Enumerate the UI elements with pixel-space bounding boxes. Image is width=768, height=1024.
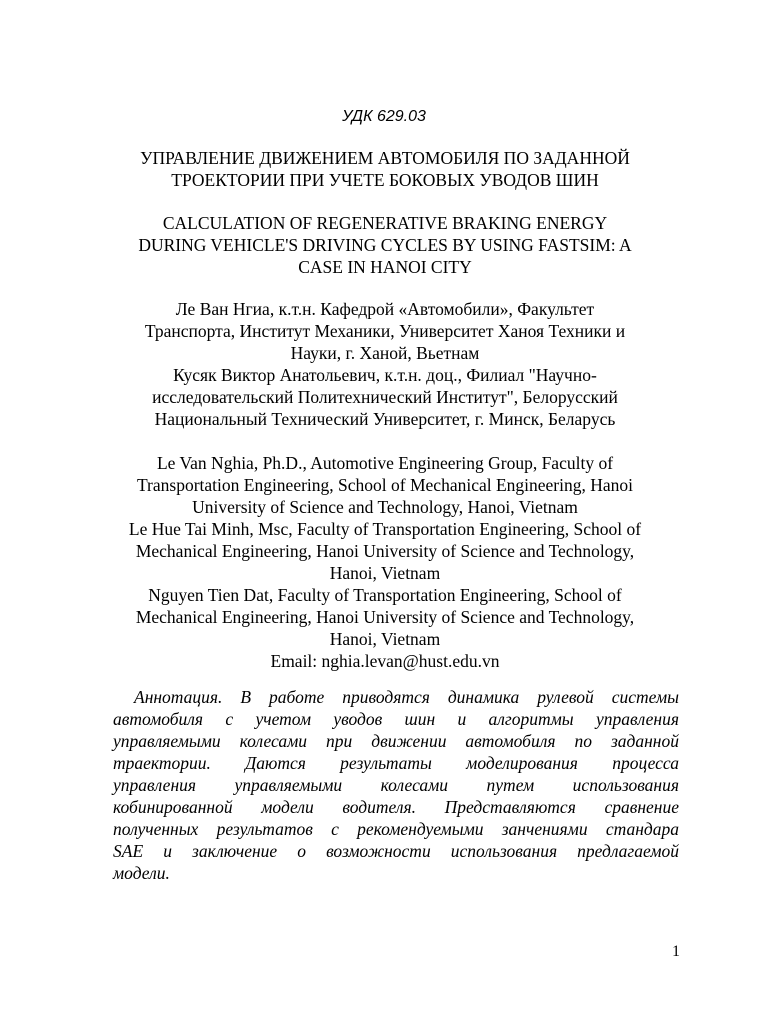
- abstract-line: управляемыми колесами при движении автомобиля по заданной: [113, 731, 679, 751]
- abstract-paragraph: [113, 686, 679, 884]
- author-line: Hanoi, Vietnam: [329, 629, 441, 649]
- author-line: Кусяк Виктор Анатольевич, к.т.н. доц., Филиал "Научно-: [173, 365, 597, 385]
- author-line: Национальный Технический Университет, г. Минск, Беларусь: [154, 409, 616, 429]
- author-line: University of Science and Technology, Hanoi, Vietnam: [192, 497, 578, 517]
- author-line: исследовательский Политехнический Институт", Белорусский: [152, 387, 618, 407]
- author-line: Transportation Engineering, School of Mechanical Engineering, Hanoi: [136, 475, 634, 495]
- abstract-line: траектории. Даются результаты моделирования процесса: [113, 753, 679, 773]
- author-line: Транспорта, Институт Механики, Университет Ханоя Техники и: [144, 321, 626, 341]
- author-line: Mechanical Engineering, Hanoi University of Science and Technology,: [135, 607, 635, 627]
- title-english-line: DURING VEHICLE'S DRIVING CYCLES BY USING FASTSIM: A: [138, 235, 632, 255]
- udk-code: УДК 629.03: [342, 108, 426, 125]
- title-russian-line: ТРОЕКТОРИИ ПРИ УЧЕТЕ БОКОВЫХ УВОДОВ ШИН: [171, 170, 599, 190]
- abstract-line: SAE и заключение о возможности использования предлагаемой: [113, 841, 679, 861]
- author-line: Ле Ван Нгиа, к.т.н. Кафедрой «Автомобили», Факультет: [175, 299, 595, 319]
- authors-russian: [88, 298, 682, 430]
- title-english-line: CALCULATION OF REGENERATIVE BRAKING ENERGY: [162, 213, 608, 233]
- abstract-line: модели.: [113, 863, 170, 883]
- author-line: Науки, г. Ханой, Вьетнам: [290, 343, 480, 363]
- abstract-line: управления управляемыми колесами путем использования: [113, 775, 679, 795]
- authors-english: [88, 452, 682, 672]
- title-english-line: CASE IN HANOI CITY: [298, 257, 472, 277]
- author-line: Mechanical Engineering, Hanoi University of Science and Technology,: [135, 541, 635, 561]
- author-line: Hanoi, Vietnam: [329, 563, 441, 583]
- title-russian-line: УПРАВЛЕНИЕ ДВИЖЕНИЕМ АВТОМОБИЛЯ ПО ЗАДАННОЙ: [140, 148, 630, 168]
- author-line: Le Van Nghia, Ph.D., Automotive Engineering Group, Faculty of: [156, 453, 614, 473]
- abstract-line: автомобиля с учетом уводов шин и алгоритмы управления: [113, 709, 679, 729]
- page-number: 1: [672, 943, 680, 960]
- author-line: Nguyen Tien Dat, Faculty of Transportation Engineering, School of: [148, 585, 622, 605]
- author-line: Le Hue Tai Minh, Msc, Faculty of Transportation Engineering, School of: [128, 519, 642, 539]
- abstract-line: Аннотация. В работе приводятся динамика рулевой системы: [134, 687, 679, 707]
- title-english: [88, 212, 682, 278]
- title-russian: [88, 147, 682, 191]
- abstract-line: полученных результатов с рекомендуемыми занчениями стандара: [113, 819, 679, 839]
- email-line: Email: nghia.levan@hust.edu.vn: [270, 651, 500, 671]
- abstract-line: кобинированной модели водителя. Представляются сравнение: [113, 797, 679, 817]
